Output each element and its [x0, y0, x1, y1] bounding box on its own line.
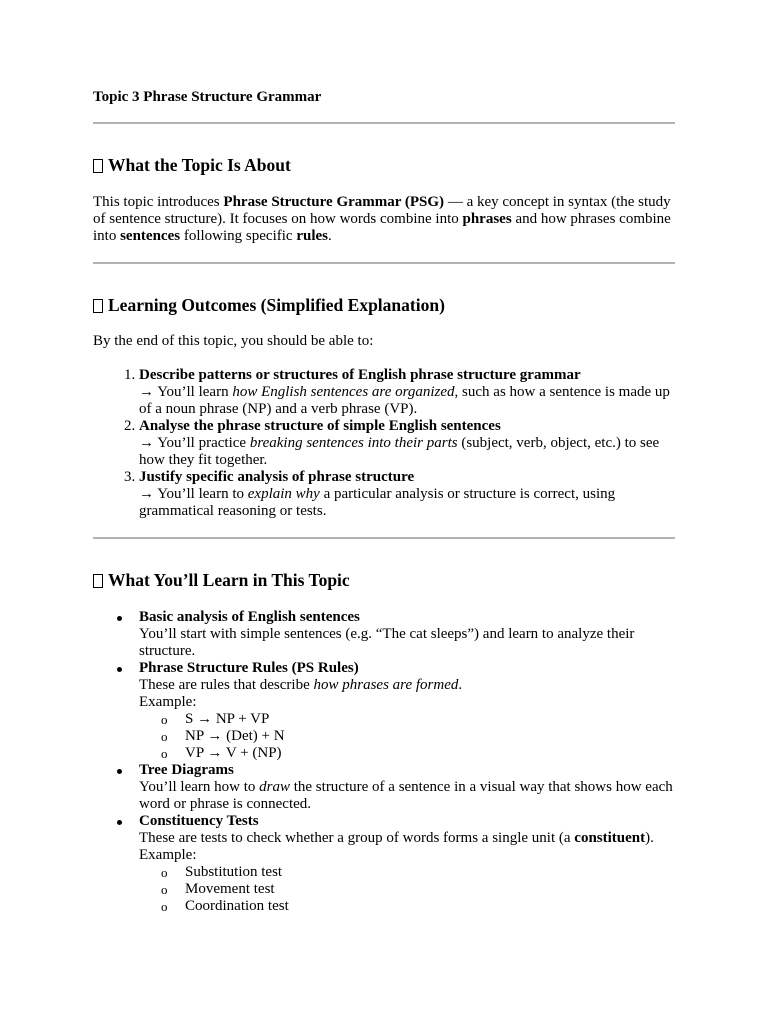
- list-item: o NP → (Det) + N: [185, 728, 675, 745]
- about-paragraph: [93, 194, 675, 245]
- section-heading-about-text: What the Topic Is About: [108, 155, 291, 175]
- outcome-title: Analyse the phrase structure of simple English sentences: [139, 418, 501, 434]
- divider: [93, 537, 675, 539]
- about-text-2: — a key concept in syntax (the study of sentence structure). It focuses on how words combine into: [93, 194, 671, 227]
- list-item: [139, 469, 675, 520]
- topic-text: You’ll start with simple sentences (e.g. “The cat sleeps”) and learn to analyze their structure.: [139, 626, 635, 659]
- section-heading-outcomes-text: Learning Outcomes (Simplified Explanation): [108, 295, 445, 315]
- list-item: [139, 609, 675, 660]
- missing-glyph-icon: [93, 574, 103, 588]
- about-text-1: This topic introduces: [93, 194, 224, 210]
- section-heading-learn: [93, 569, 675, 591]
- about-term-rules: rules: [296, 228, 328, 244]
- topic-text: You’ll learn how to: [139, 779, 260, 795]
- topic-title: Basic analysis of English sentences: [139, 609, 360, 625]
- document-title: Topic 3 Phrase Structure Grammar: [93, 89, 322, 105]
- outcome-emphasis: breaking sentences into their parts: [249, 435, 458, 451]
- divider: [93, 122, 675, 124]
- topic-title: Tree Diagrams: [139, 762, 234, 778]
- about-term-psg: Phrase Structure Grammar (PSG): [223, 194, 445, 210]
- topic-title: Phrase Structure Rules (PS Rules): [139, 660, 359, 676]
- list-item: o Coordination test: [185, 898, 675, 915]
- outcome-text: → You’ll practice: [139, 435, 250, 451]
- example-label: Example:: [139, 847, 197, 863]
- outcome-title: Justify specific analysis of phrase structure: [139, 469, 415, 485]
- outcome-emphasis: explain why: [247, 486, 320, 502]
- topics-list: [93, 609, 675, 915]
- about-text-5: .: [328, 228, 332, 244]
- topic-text: the structure of a sentence in a visual way that shows how each word or phrase is connected.: [139, 779, 673, 812]
- outcome-text: → You’ll learn to: [139, 486, 248, 502]
- topic-text: .: [458, 677, 463, 693]
- outcome-text: (subject, verb, object, etc.) to see how they fit together.: [139, 435, 660, 468]
- outcome-text: a particular analysis or structure is correct, using grammatical reasoning or tests.: [139, 486, 616, 519]
- section-heading-about: [93, 154, 675, 176]
- list-item: [139, 367, 675, 418]
- about-text-3: and how phrases combine into: [93, 211, 671, 244]
- about-text-4: following specific: [180, 228, 297, 244]
- list-item: o VP → V + (NP): [185, 745, 675, 762]
- outcomes-list: [93, 367, 675, 520]
- list-item: [139, 813, 675, 915]
- section-heading-outcomes: [93, 294, 675, 316]
- outcome-emphasis: how English sentences are organized: [232, 384, 455, 400]
- list-item: o Movement test: [185, 881, 675, 898]
- about-term-phrases: phrases: [462, 211, 512, 227]
- outcome-text: → You’ll learn: [139, 384, 233, 400]
- about-term-sentences: sentences: [120, 228, 181, 244]
- list-item: [139, 660, 675, 762]
- missing-glyph-icon: [93, 159, 103, 173]
- section-heading-learn-text: What You’ll Learn in This Topic: [108, 570, 350, 590]
- list-item: o Substitution test: [185, 864, 675, 881]
- document-content: [93, 88, 675, 915]
- list-item: [139, 762, 675, 813]
- topic-emphasis: how phrases are formed: [313, 677, 459, 693]
- outcomes-intro: By the end of this topic, you should be able to:: [93, 333, 374, 349]
- topic-text: These are tests to check whether a group of words forms a single unit (a: [139, 830, 575, 846]
- topic-text: These are rules that describe: [139, 677, 314, 693]
- topic-text: ).: [645, 830, 654, 846]
- list-item: o S → NP + VP: [185, 711, 675, 728]
- topic-term-constituent: constituent: [574, 830, 646, 846]
- divider: [93, 262, 675, 264]
- ps-rules-list: [139, 711, 675, 762]
- outcome-text: , such as how a sentence is made up of a noun phrase (NP) and a verb phrase (VP).: [139, 384, 670, 417]
- missing-glyph-icon: [93, 299, 103, 313]
- outcome-title: Describe patterns or structures of English phrase structure grammar: [139, 367, 581, 383]
- topic-title: Constituency Tests: [139, 813, 259, 829]
- tests-list: [139, 864, 675, 915]
- example-label: Example:: [139, 694, 197, 710]
- list-item: [139, 418, 675, 469]
- topic-emphasis: draw: [259, 779, 290, 795]
